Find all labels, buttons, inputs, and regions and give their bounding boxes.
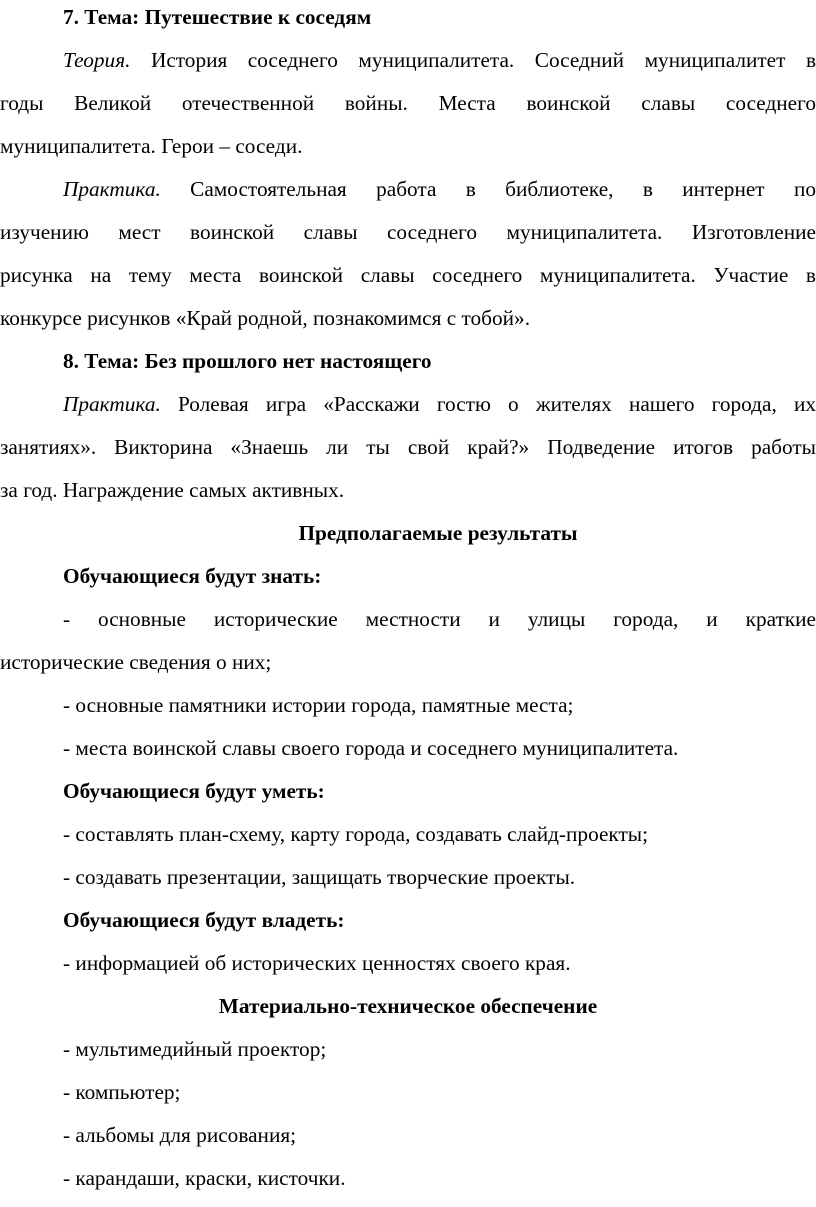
section-7-practice-line-2: изучению мест воинской славы соседнего муниципалитета. Изготовление [0,220,816,244]
own-heading: Обучающиеся будут владеть: [63,908,345,932]
able-item-2: - создавать презентации, защищать творческие проекты. [63,865,576,889]
able-item-1: - составлять план-схему, карту города, создавать слайд-проекты; [63,822,649,846]
know-heading: Обучающиеся будут знать: [63,564,322,588]
materials-item: - компьютер; [63,1080,181,1104]
section-8-practice-line-2: занятиях». Викторина «Знаешь ли ты свой край?» Подведение итогов работы [0,435,816,459]
section-8-heading: 8. Тема: Без прошлого нет настоящего [63,349,432,373]
section-7-practice-line-3: рисунка на тему места воинской славы соседнего муниципалитета. Участие в [0,263,816,287]
know-item-1-line-2: исторические сведения о них; [0,650,272,674]
theory-text-1: История соседнего муниципалитета. Соседний муниципалитет в [130,48,816,72]
section-7-theory-line-1 [63,47,816,73]
section-7-practice-line-4: конкурсе рисунков «Край родной, познакомимся с тобой». [0,306,531,330]
section-8-practice-line-3: за год. Награждение самых активных. [0,478,345,502]
know-item-1-line-1: - основные исторические местности и улицы города, и краткие [63,607,816,631]
theory-label: Теория. [63,48,131,72]
section-7-heading: 7. Тема: Путешествие к соседям [63,5,372,29]
practice-text-1: Самостоятельная работа в библиотеке, в интернет по [160,177,816,201]
own-item-1: - информацией об исторических ценностях своего края. [63,951,571,975]
able-heading: Обучающиеся будут уметь: [63,779,325,803]
practice-label: Практика. [63,177,161,201]
practice-label: Практика. [63,392,161,416]
section-7-theory-line-3: муниципалитета. Герои – соседи. [0,134,303,158]
section-7-practice-line-1 [63,176,816,202]
section-7-theory-line-2: годы Великой отечественной войны. Места воинской славы соседнего [0,91,816,115]
know-item-2: - основные памятники истории города, памятные места; [63,693,574,717]
materials-item: - альбомы для рисования; [63,1123,297,1147]
results-heading: Предполагаемые результаты [298,521,578,545]
materials-heading: Материально-техническое обеспечение [218,994,598,1018]
practice-text-1: Ролевая игра «Расскажи гостю о жителях нашего города, их [160,392,816,416]
materials-item: - мультимедийный проектор; [63,1037,327,1061]
materials-item: - карандаши, краски, кисточки. [63,1166,346,1190]
know-item-3: - места воинской славы своего города и соседнего муниципалитета. [63,736,679,760]
section-8-practice-line-1 [63,391,816,417]
